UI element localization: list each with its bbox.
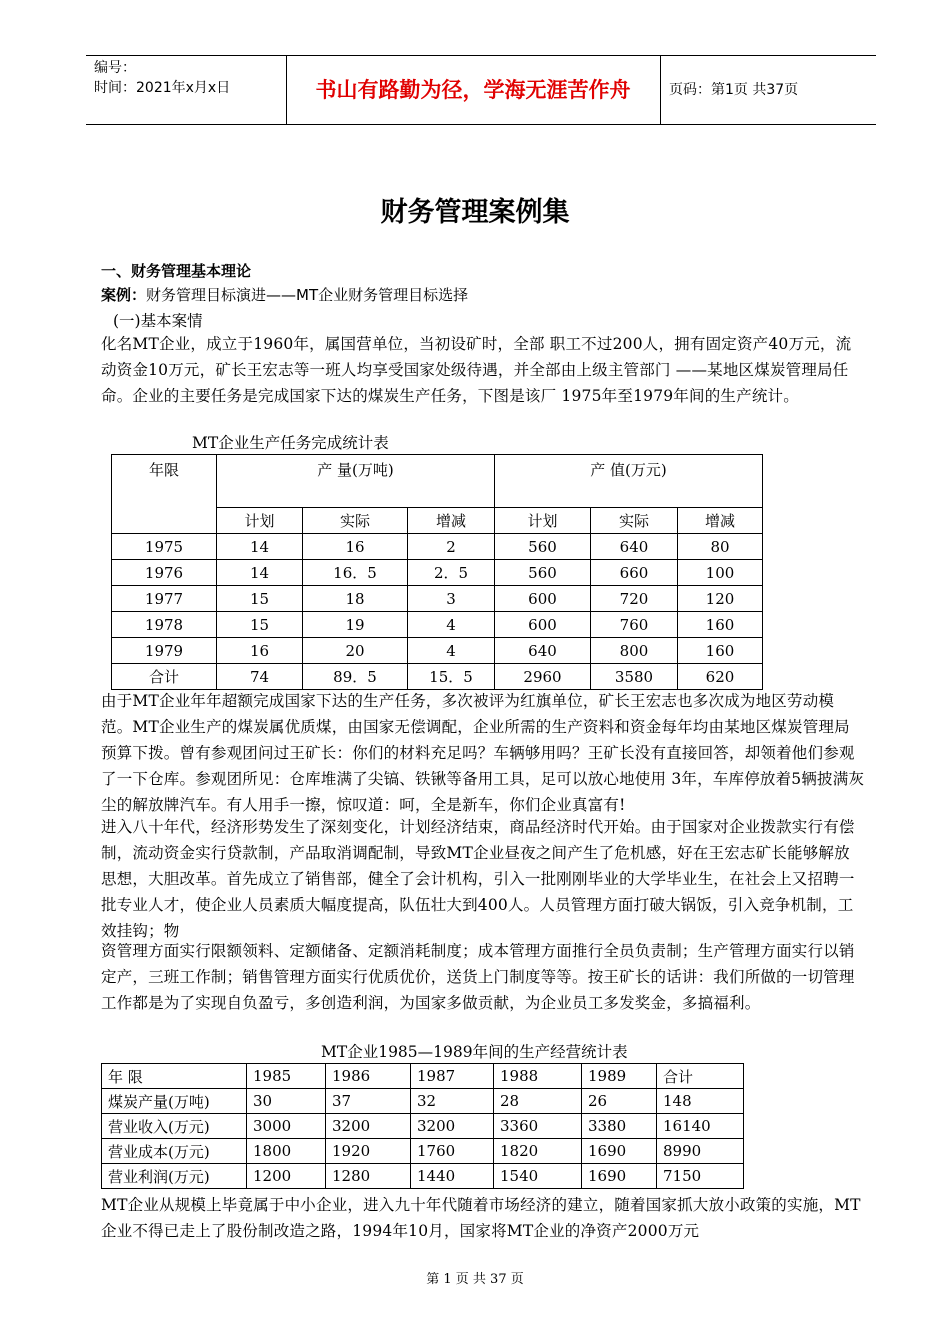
table-row [102,1164,744,1189]
table-cell: 15 [217,586,303,612]
table-cell: 1280 [326,1164,411,1189]
paragraph-5: MT企业从规模上毕竟属于中小企业，进入九十年代随着市场经济的建立，随着国家抓大放小政策的实施，MT企业不得已走上了股份制改造之路，1994年10月，国家将MT企业的净资产2000万元 [101,1196,861,1240]
table-cell: 800 [591,638,678,664]
table-cell: 1690 [582,1164,657,1189]
table-cell: 合计 [112,664,217,690]
table-cell: 148 [657,1089,744,1114]
case-label: 案例： [101,286,147,304]
table-cell: 640 [495,638,591,664]
header-cell: 实际 [303,508,408,534]
paragraph-3: 进入八十年代，经济形势发生了深刻变化，计划经济结束，商品经济时代开始。由于国家对企业拨款实行有偿制，流动资金实行贷款制，产品取消调配制，导致MT企业昼夜之间产生了危机感，好在王宏志矿长能够解放思想，大胆改革。首先成立了销售部，健全了会计机构，引入一批刚刚毕业的大学毕业生，在社会上又招聘一批专业人才，使企业人员素质大幅度提高，队伍壮大到400人。人员管理方面打破大锅饭，引入竞争机制，工效挂钩；物 [101,818,855,940]
table-cell: 16 [217,638,303,664]
table-row [102,1064,744,1089]
table-row [102,1114,744,1139]
table-cell: 1976 [112,560,217,586]
table-cell: 14 [217,534,303,560]
table-row [112,638,763,664]
header-cell: 1987 [411,1064,494,1089]
table-cell: 89．5 [303,664,408,690]
header-motto: 书山有路勤为径，学海无涯苦作舟 [315,78,631,102]
table-cell: 7150 [657,1164,744,1189]
table-cell: 1690 [582,1139,657,1164]
table-cell: 160 [678,638,763,664]
section-heading: 一、财务管理基本理论 [101,262,252,280]
table-cell: 1800 [247,1139,326,1164]
header-cell: 1988 [494,1064,582,1089]
header-cell: 增减 [408,508,495,534]
header-cell: 产 值(万元) [495,455,763,508]
table1-caption: MT企业生产任务完成统计表 [192,434,389,452]
header-page-info: 页码：第1页 共37页 [669,82,799,98]
table-cell: 26 [582,1089,657,1114]
table-cell: 1920 [326,1139,411,1164]
table-cell: 16．5 [303,560,408,586]
table-cell: 3 [408,586,495,612]
table-cell: 37 [326,1089,411,1114]
table-cell: 1977 [112,586,217,612]
header-cell: 实际 [591,508,678,534]
table-cell: 620 [678,664,763,690]
table-cell: 19 [303,612,408,638]
header-cell: 年 限 [102,1064,247,1089]
paragraph-4: 资管理方面实行限额领料、定额储备、定额消耗制度；成本管理方面推行全员负责制；生产管理方面实行以销定产，三班工作制；销售管理方面实行优质优价，送货上门制度等等。按王矿长的话讲：我们所做的一切管理工作都是为了实现自负盈亏，多创造利润，为国家多做贡献，为企业员工多发奖金，多搞福利。 [101,942,855,1012]
paragraph-1: 化名MT企业，成立于1960年，属国营单位，当初设矿时，全部 职工不过200人，拥有固定资产40万元，流动资金10万元，矿长王宏志等一班人均享受国家处级待遇，并全部由上级主管部门 ——某地区煤炭管理局任命。企业的主要任务是完成国家下达的煤炭生产任务，下图是该厂 1975年至1979年间的生产统计。 [101,335,852,405]
table-cell: 8990 [657,1139,744,1164]
table-cell: 4 [408,612,495,638]
header-divider [660,56,661,124]
table-cell: 煤炭产量(万吨) [102,1089,247,1114]
table-cell: 3360 [494,1114,582,1139]
table-row [112,612,763,638]
table-cell: 4 [408,638,495,664]
table-cell: 1200 [247,1164,326,1189]
document-title: 财务管理案例集 [380,197,570,228]
header-cell: 增减 [678,508,763,534]
table-cell: 营业利润(万元) [102,1164,247,1189]
table-cell: 640 [591,534,678,560]
table-cell: 20 [303,638,408,664]
header-cell: 年限 [112,455,217,534]
table-row [112,455,763,508]
table-cell: 80 [678,534,763,560]
table-row [102,1089,744,1114]
table-cell: 560 [495,534,591,560]
table-row [112,534,763,560]
case-heading [101,284,468,305]
header-cell: 1989 [582,1064,657,1089]
table-cell: 营业收入(万元) [102,1114,247,1139]
table-cell: 560 [495,560,591,586]
table-cell: 1978 [112,612,217,638]
table-row [112,586,763,612]
table-cell: 2 [408,534,495,560]
operations-table [101,1063,744,1189]
production-table [111,454,763,690]
table-cell: 600 [495,586,591,612]
header-cell: 1985 [247,1064,326,1089]
table-cell: 16 [303,534,408,560]
table-cell: 760 [591,612,678,638]
table-row [112,560,763,586]
table-cell: 660 [591,560,678,586]
header-cell: 合计 [657,1064,744,1089]
table-cell: 120 [678,586,763,612]
table-cell: 100 [678,560,763,586]
table-cell: 营业成本(万元) [102,1139,247,1164]
table-cell: 28 [494,1089,582,1114]
table-cell: 160 [678,612,763,638]
table-cell: 16140 [657,1114,744,1139]
table-cell: 1440 [411,1164,494,1189]
header-cell: 1986 [326,1064,411,1089]
header-cell: 产 量(万吨) [217,455,495,508]
table-row [112,664,763,690]
table-row [102,1139,744,1164]
table-cell: 1820 [494,1139,582,1164]
table2-caption: MT企业1985—1989年间的生产经营统计表 [321,1043,628,1061]
case-title: 财务管理目标演进——MT企业财务管理目标选择 [146,286,469,304]
table-cell: 1540 [494,1164,582,1189]
header-cell: 计划 [217,508,303,534]
table-cell: 74 [217,664,303,690]
serial-label: 编号： [94,60,136,76]
table-cell: 30 [247,1089,326,1114]
paragraph-2: 由于MT企业年年超额完成国家下达的生产任务，多次被评为红旗单位，矿长王宏志也多次成为地区劳动模范。MT企业生产的煤炭属优质煤，由国家无偿调配，企业所需的生产资料和资金每年均由某地区煤炭管理局预算下拨。曾有参观团问过王矿长：你们的材料充足吗？车辆够用吗？王矿长没有直接回答，却领着他们参观了一下仓库。参观团所见：仓库堆满了尖镐、铁锹等备用工具，足可以放心地使用 3年，车库停放着5辆披满灰尘的解放牌汽车。有人用手一擦，惊叹道：呵，全是新车，你们企业真富有! [101,692,865,814]
table-cell: 720 [591,586,678,612]
table-cell: 15 [217,612,303,638]
table-cell: 15．5 [408,664,495,690]
table-cell: 3000 [247,1114,326,1139]
header-meta [94,58,284,98]
date-label: 时间：2021年x月x日 [94,80,231,96]
table-cell: 3200 [411,1114,494,1139]
table-cell: 1979 [112,638,217,664]
table-cell: 2960 [495,664,591,690]
table-cell: 2．5 [408,560,495,586]
sub-heading: (一)基本案情 [113,312,203,330]
header-cell: 计划 [495,508,591,534]
table-cell: 18 [303,586,408,612]
table-cell: 3380 [582,1114,657,1139]
table-cell: 1760 [411,1139,494,1164]
table-cell: 3200 [326,1114,411,1139]
page-header [86,55,876,125]
table-cell: 600 [495,612,591,638]
table-cell: 14 [217,560,303,586]
table-cell: 32 [411,1089,494,1114]
table-cell: 3580 [591,664,678,690]
table-cell: 1975 [112,534,217,560]
page-footer: 第 1 页 共 37 页 [426,1272,524,1287]
